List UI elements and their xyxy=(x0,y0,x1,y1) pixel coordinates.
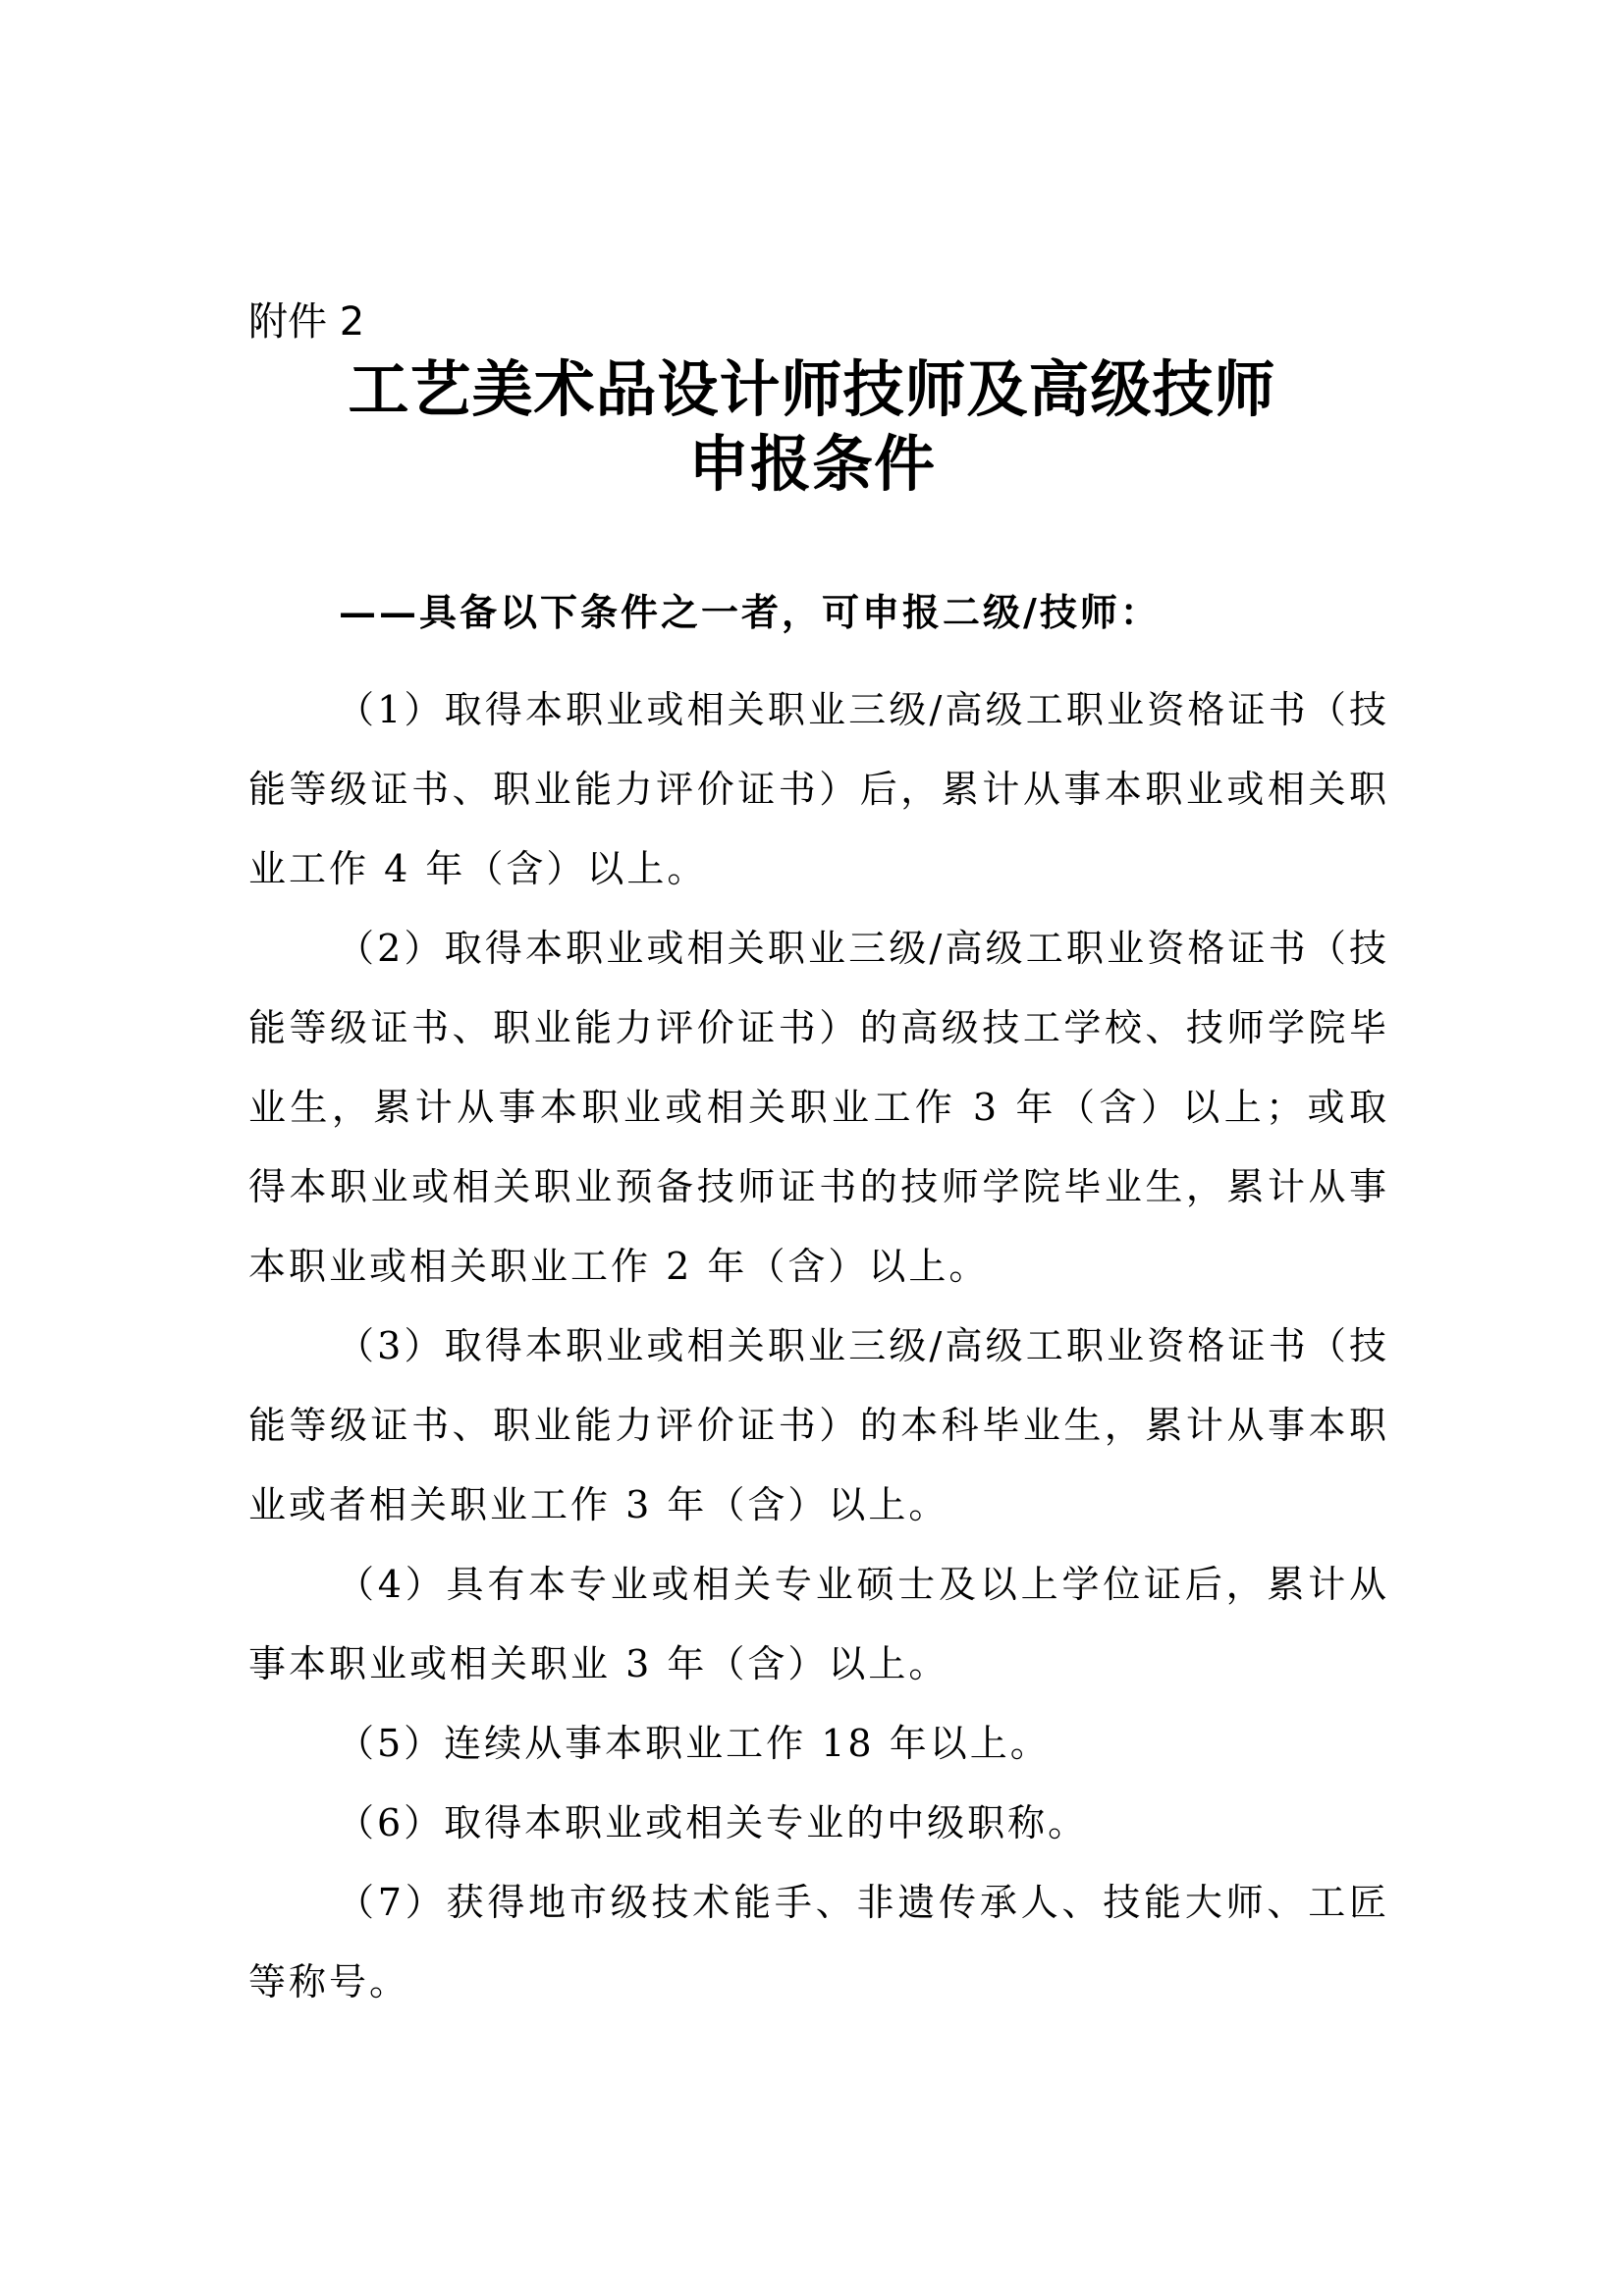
condition-item-7: （7）获得地市级技术能手、非遗传承人、技能大师、工匠等称号。 xyxy=(248,1881,1389,2003)
conditions-list xyxy=(248,670,1389,2022)
document-title-line2: 申报条件 xyxy=(687,428,936,500)
condition-item-1: （1）取得本职业或相关职业三级/高级工职业资格证书（技能等级证书、职业能力评价证书）后，累计从事本职业或相关职业工作 4 年（含）以上。 xyxy=(248,688,1389,890)
section-heading: ——具备以下条件之一者，可申报二级/技师： xyxy=(339,590,1161,634)
condition-item-2: （2）取得本职业或相关职业三级/高级工职业资格证书（技能等级证书、职业能力评价证书）的高级技工学校、技师学院毕业生，累计从事本职业或相关职业工作 3 年（含）以上；或取得本职业或相关职业预备技师证书的技师学院毕业生，累计从事本职业或相关职业工作 2 年（含）以上。 xyxy=(248,927,1389,1288)
condition-item-6: （6）取得本职业或相关专业的中级职称。 xyxy=(337,1801,1089,1844)
condition-item-4: （4）具有本专业或相关专业硕士及以上学位证后，累计从事本职业或相关职业 3 年（含）以上。 xyxy=(248,1563,1389,1685)
document-title-line1: 工艺美术品设计师技师及高级技师 xyxy=(348,353,1276,425)
attachment-label: 附件 2 xyxy=(248,299,365,345)
condition-item-3: （3）取得本职业或相关职业三级/高级工职业资格证书（技能等级证书、职业能力评价证书）的本科毕业生，累计从事本职业或者相关职业工作 3 年（含）以上。 xyxy=(248,1324,1389,1526)
condition-item-5: （5）连续从事本职业工作 18 年以上。 xyxy=(337,1722,1051,1765)
